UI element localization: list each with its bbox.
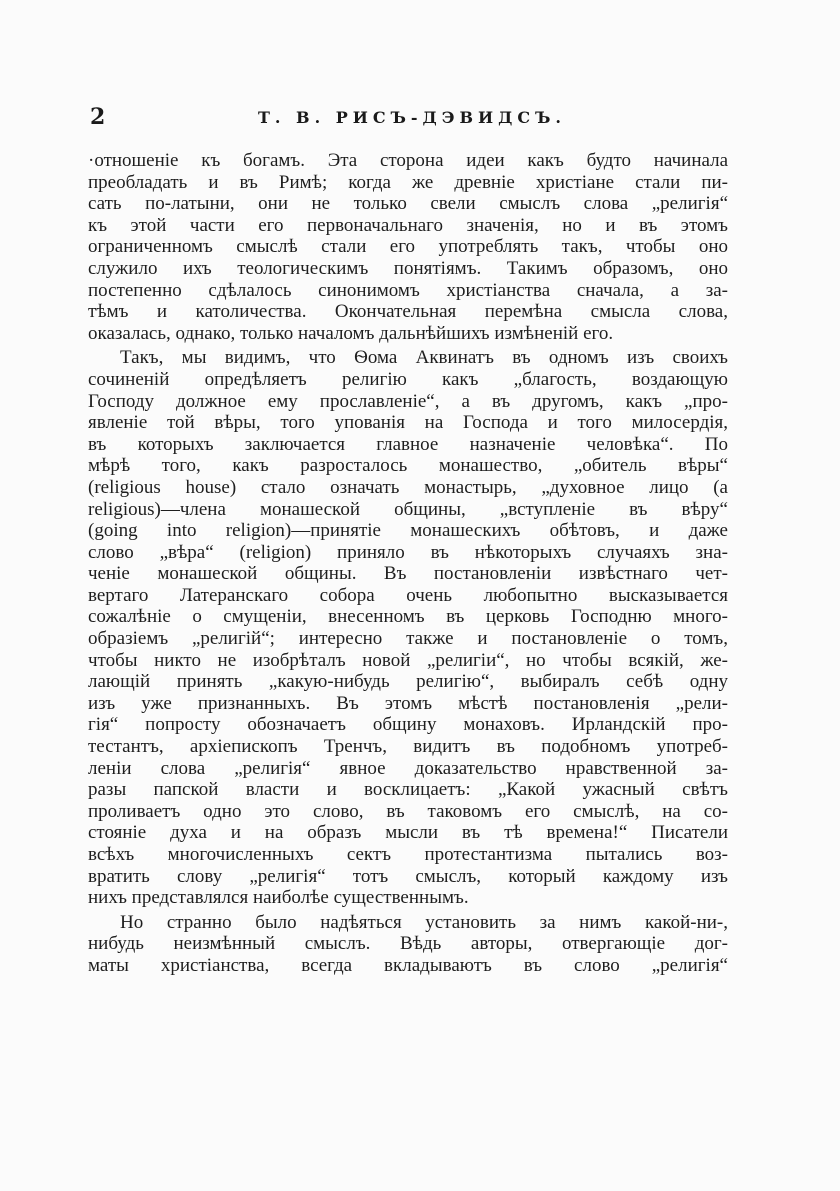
paragraph: [88, 150, 728, 344]
text-line: religious)—члена монашеской общины, „вступленіе въ вѣру“: [88, 498, 728, 520]
text-line: всѣхъ многочисленныхъ сектъ протестантизма пытались воз-: [88, 844, 728, 865]
text-line: (going into religion)—принятіе монашескихъ обѣтовъ, и даже: [88, 520, 728, 542]
page-number: 2: [90, 104, 106, 130]
running-head: Т. В. РИСЪ-ДЭВИДСЪ.: [258, 108, 566, 127]
text-line: нихъ представлялся наиболѣе существеннымъ.: [88, 887, 469, 909]
text-line: леніи слова „религія“ явное доказательство нравственной за-: [88, 757, 728, 779]
text-line: ограниченномъ смыслѣ стали его употреблять такъ, чтобы оно: [88, 236, 728, 258]
text-line: Господу должное ему прославленіе“, а въ другомъ, какъ „про-: [88, 390, 728, 412]
text-line: сожалѣніе о смущеніи, внесенномъ въ церковь Господню много-: [88, 606, 728, 628]
text-line: тестантъ, архіепископъ Тренчъ, видитъ въ подобномъ употреб-: [88, 736, 728, 758]
text-line: гія“ попросту обозначаетъ общину монаховъ. Ирландскій про-: [88, 714, 728, 736]
text-line: постепенно сдѣлалось синонимомъ христіанства сначала, а за-: [88, 279, 728, 301]
text-line: маты христіанства, всегда вкладываютъ въ слово „религія“: [88, 954, 728, 976]
text-line: лающій принять „какую-нибудь религію“, выбиралъ себѣ одну: [88, 671, 728, 693]
text-line: вертаго Латеранскаго собора очень любопытно высказывается: [88, 584, 728, 606]
text-line: Такъ, мы видимъ, что Ѳома Аквинатъ въ одномъ изъ своихъ: [120, 347, 728, 369]
text-line: Но странно было надѣяться установить за нимъ какой-ни-,: [120, 911, 728, 933]
text-line: въ которыхъ заключается главное назначеніе человѣка“. По: [88, 433, 728, 455]
text-line: вратить слову „религія“ тотъ смыслъ, который каждому изъ: [88, 865, 728, 887]
text-line: сочиненій опредѣляетъ религію какъ „благость, воздающую: [88, 368, 728, 390]
text-line: разы папской власти и восклицаетъ: „Какой ужасный свѣтъ: [88, 779, 728, 801]
text-line: оказалась, однако, только началомъ дальнѣйшихъ измѣненій его.: [88, 322, 614, 344]
text-line: чтобы никто не изобрѣталъ новой „религіи“, но чтобы всякій, же-: [88, 649, 728, 671]
paragraph: [88, 347, 728, 908]
text-line: явленіе той вѣры, того упованія на Господа и того милосердія,: [88, 412, 728, 434]
text-line: ченіе монашеской общины. Въ постановленіи извѣстнаго чет-: [88, 563, 728, 585]
text-line: къ этой части его первоначальнаго значенія, но и въ этомъ: [88, 214, 728, 236]
body-text: [88, 150, 728, 977]
text-line: стояніе духа и на образъ мысли въ тѣ времена!“ Писатели: [88, 822, 728, 844]
text-line: образіемъ „религій“; интересно также и постановленіе о томъ,: [88, 628, 728, 650]
paragraph: [88, 912, 728, 977]
text-line: ·отношеніе къ богамъ. Эта сторона идеи какъ будто начинала: [88, 150, 728, 171]
text-line: изъ уже признанныхъ. Въ этомъ мѣстѣ постановленія „рели-: [88, 692, 728, 714]
text-line: (religious house) стало означать монастырь, „духовное лицо (a: [88, 476, 728, 498]
text-line: сать по-латыни, они не только свели смыслъ слова „религія“: [88, 193, 728, 215]
text-line: служило ихъ теологическимъ понятіямъ. Такимъ образомъ, оно: [88, 257, 728, 279]
text-line: слово „вѣра“ (religion) приняло въ нѣкоторыхъ случаяхъ зна-: [88, 541, 728, 563]
text-line: преобладать и въ Римѣ; когда же древніе христіане стали пи-: [88, 171, 728, 193]
text-line: нибудь неизмѣнный смыслъ. Вѣдь авторы, отвергающіе дог-: [88, 933, 728, 955]
text-line: мѣрѣ того, какъ разросталось монашество, „обитель вѣры“: [88, 455, 728, 477]
text-line: тѣмъ и католичества. Окончательная перемѣна смысла слова,: [88, 301, 728, 323]
text-line: проливаетъ одно это слово, въ таковомъ его смыслѣ, на со-: [88, 800, 728, 822]
